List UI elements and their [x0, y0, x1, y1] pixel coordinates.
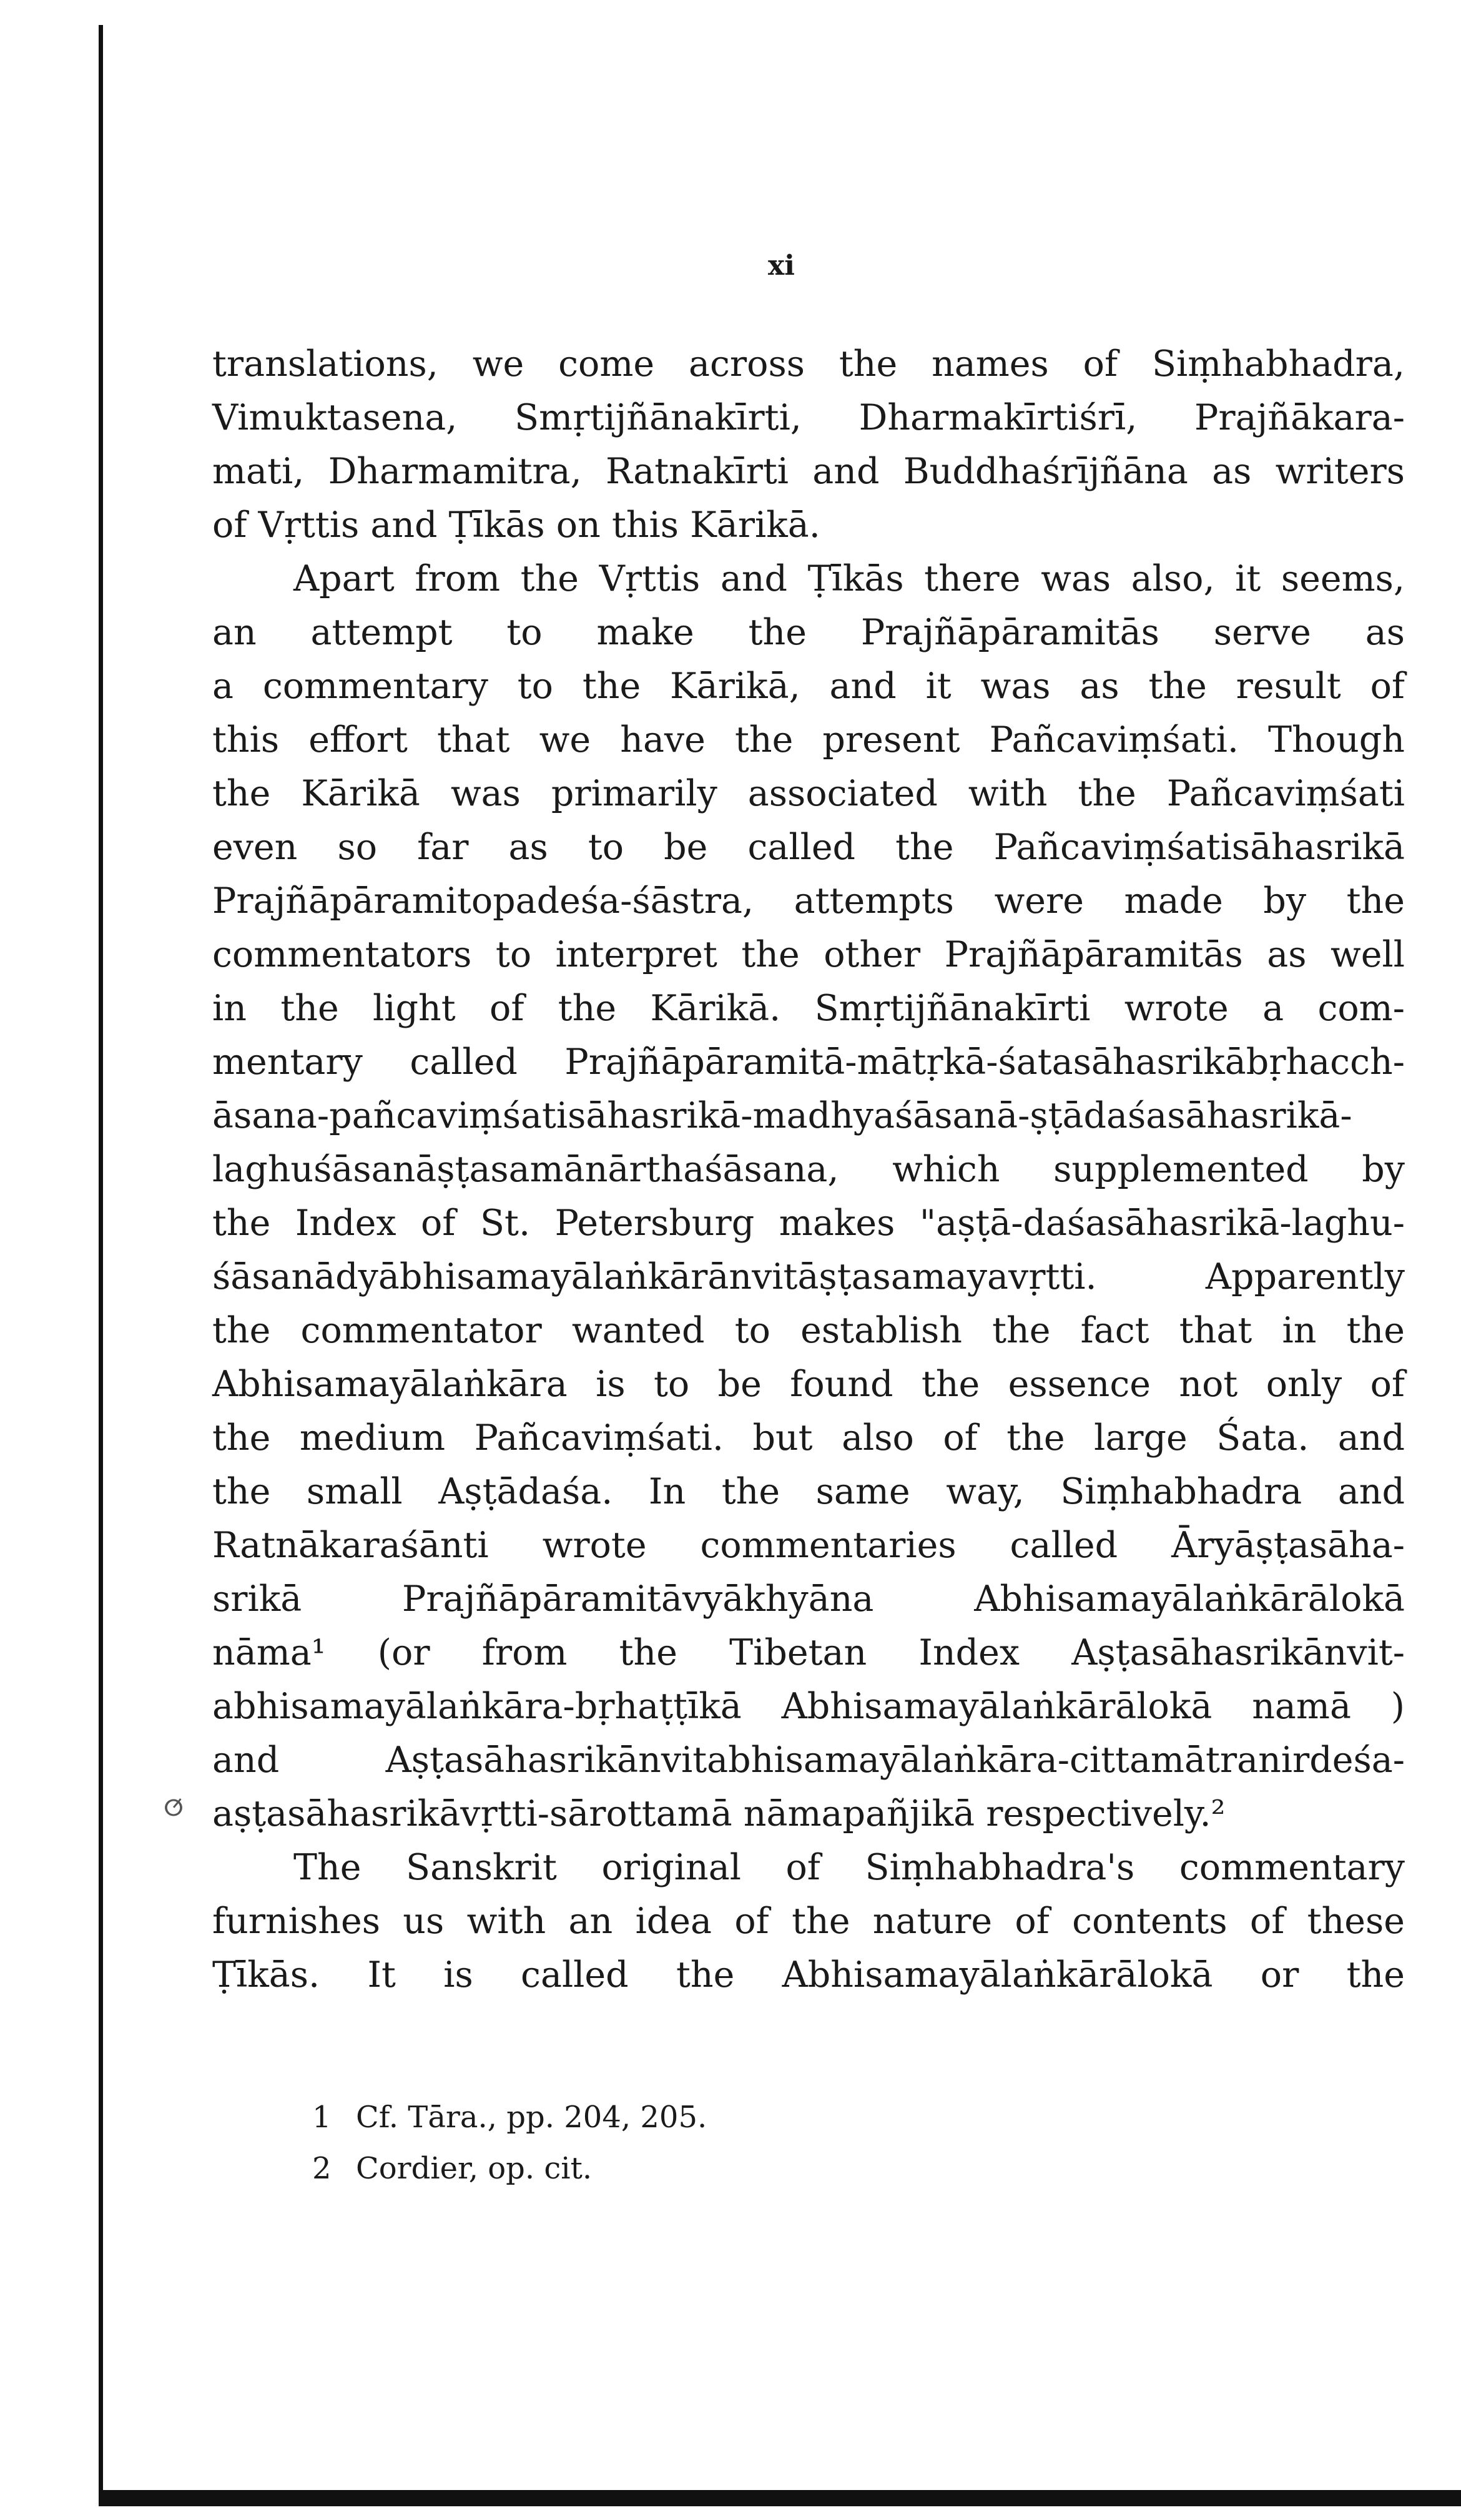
text-line: a commentary to the Kārikā, and it was as the result of [212, 666, 1405, 707]
footnote-number: 2 [312, 2151, 332, 2186]
footnote [312, 2092, 1249, 2143]
text-line: srikā Prajñāpāramitāvyākhyāna Abhisamayālaṅkārālokā [212, 1578, 1405, 1620]
text-line: the small Aṣṭādaśa. In the same way, Siṃhabhadra and [212, 1471, 1405, 1512]
text-line: Abhisamayālaṅkāra is to be found the essence not only of [212, 1364, 1405, 1405]
text-line: aṣṭasāhasrikāvṛtti-sārottamā nāmapañjikā respectively.² [212, 1793, 1226, 1834]
text-line: of Vṛttis and Ṭīkās on this Kārikā. [212, 504, 820, 546]
text-line: Vimuktasena, Smṛtijñānakīrti, Dharmakīrtiśrī, Prajñākara- [212, 397, 1405, 438]
text-line: the commentator wanted to establish the fact that in the [212, 1310, 1405, 1351]
text-line: āsana-pañcaviṃśatisāhasrikā-madhyaśāsanā-ṣṭādaśasāhasrikā- [212, 1095, 1352, 1136]
text-line: śāsanādyābhisamayālaṅkārānvitāṣṭasamayavṛtti. Apparently [212, 1256, 1405, 1297]
page-number: xi [768, 250, 795, 282]
footnote-text: Cf. Tāra., pp. 204, 205. [356, 2100, 707, 2135]
text-line: the medium Pañcaviṃśati. but also of the large Śata. and [212, 1417, 1405, 1459]
text-line: the Index of St. Petersburg makes "aṣṭā-daśasāhasrikā-laghu- [212, 1203, 1405, 1244]
text-line: mentary called Prajñāpāramitā-mātṛkā-śatasāhasrikābṛhacch- [212, 1041, 1405, 1083]
text-line: abhisamayālaṅkāra-bṛhaṭṭīkā Abhisamayālaṅkārālokā namā ) [212, 1686, 1405, 1727]
text-line: the Kārikā was primarily associated with the Pañcaviṃśati [212, 773, 1405, 814]
text-line: The Sanskrit original of Siṃhabhadra's commentary [293, 1847, 1405, 1888]
text-line: Apart from the Vṛttis and Ṭīkās there was also, it seems, [293, 558, 1405, 599]
footnote [312, 2143, 1249, 2194]
text-line: Ṭīkās. It is called the Abhisamayālaṅkārālokā or the [212, 1954, 1405, 1996]
text-line: this effort that we have the present Pañcaviṃśati. Though [212, 719, 1405, 760]
footnotes [312, 2092, 1249, 2194]
text-line: Prajñāpāramitopadeśa-śāstra, attempts were made by the [212, 880, 1405, 922]
text-line: in the light of the Kārikā. Smṛtijñānakīrti wrote a com- [212, 988, 1405, 1029]
text-line: and Aṣṭasāhasrikānvitabhisamayālaṅkāra-cittamātranirdeśa- [212, 1740, 1405, 1781]
text-line: even so far as to be called the Pañcaviṃśatisāhasrikā [212, 827, 1405, 868]
text-line: commentators to interpret the other Prajñāpāramitās as well [212, 934, 1405, 975]
text-line: laghuśāsanāṣṭasamānārthaśāsana, which supplemented by [212, 1149, 1405, 1190]
text-line: Ratnākaraśānti wrote commentaries called Āryāṣṭasāha- [212, 1525, 1405, 1566]
footnote-text: Cordier, op. cit. [356, 2151, 593, 2186]
text-line: furnishes us with an idea of the nature of contents of these [212, 1901, 1405, 1942]
text-line: an attempt to make the Prajñāpāramitās serve as [212, 612, 1405, 653]
margin-mark: ⵚ [164, 1796, 184, 1821]
body-text [212, 337, 1405, 2002]
page-edge-left [99, 25, 103, 2498]
text-line: nāma¹ (or from the Tibetan Index Aṣṭasāhasrikānvit- [212, 1632, 1405, 1673]
text-line: mati, Dharmamitra, Ratnakīrti and Buddhaśrījñāna as writers [212, 451, 1405, 492]
page-edge-bottom [99, 2490, 1461, 2506]
footnote-number: 1 [312, 2100, 332, 2135]
text-line: translations, we come across the names of Siṃhabhadra, [212, 343, 1405, 385]
